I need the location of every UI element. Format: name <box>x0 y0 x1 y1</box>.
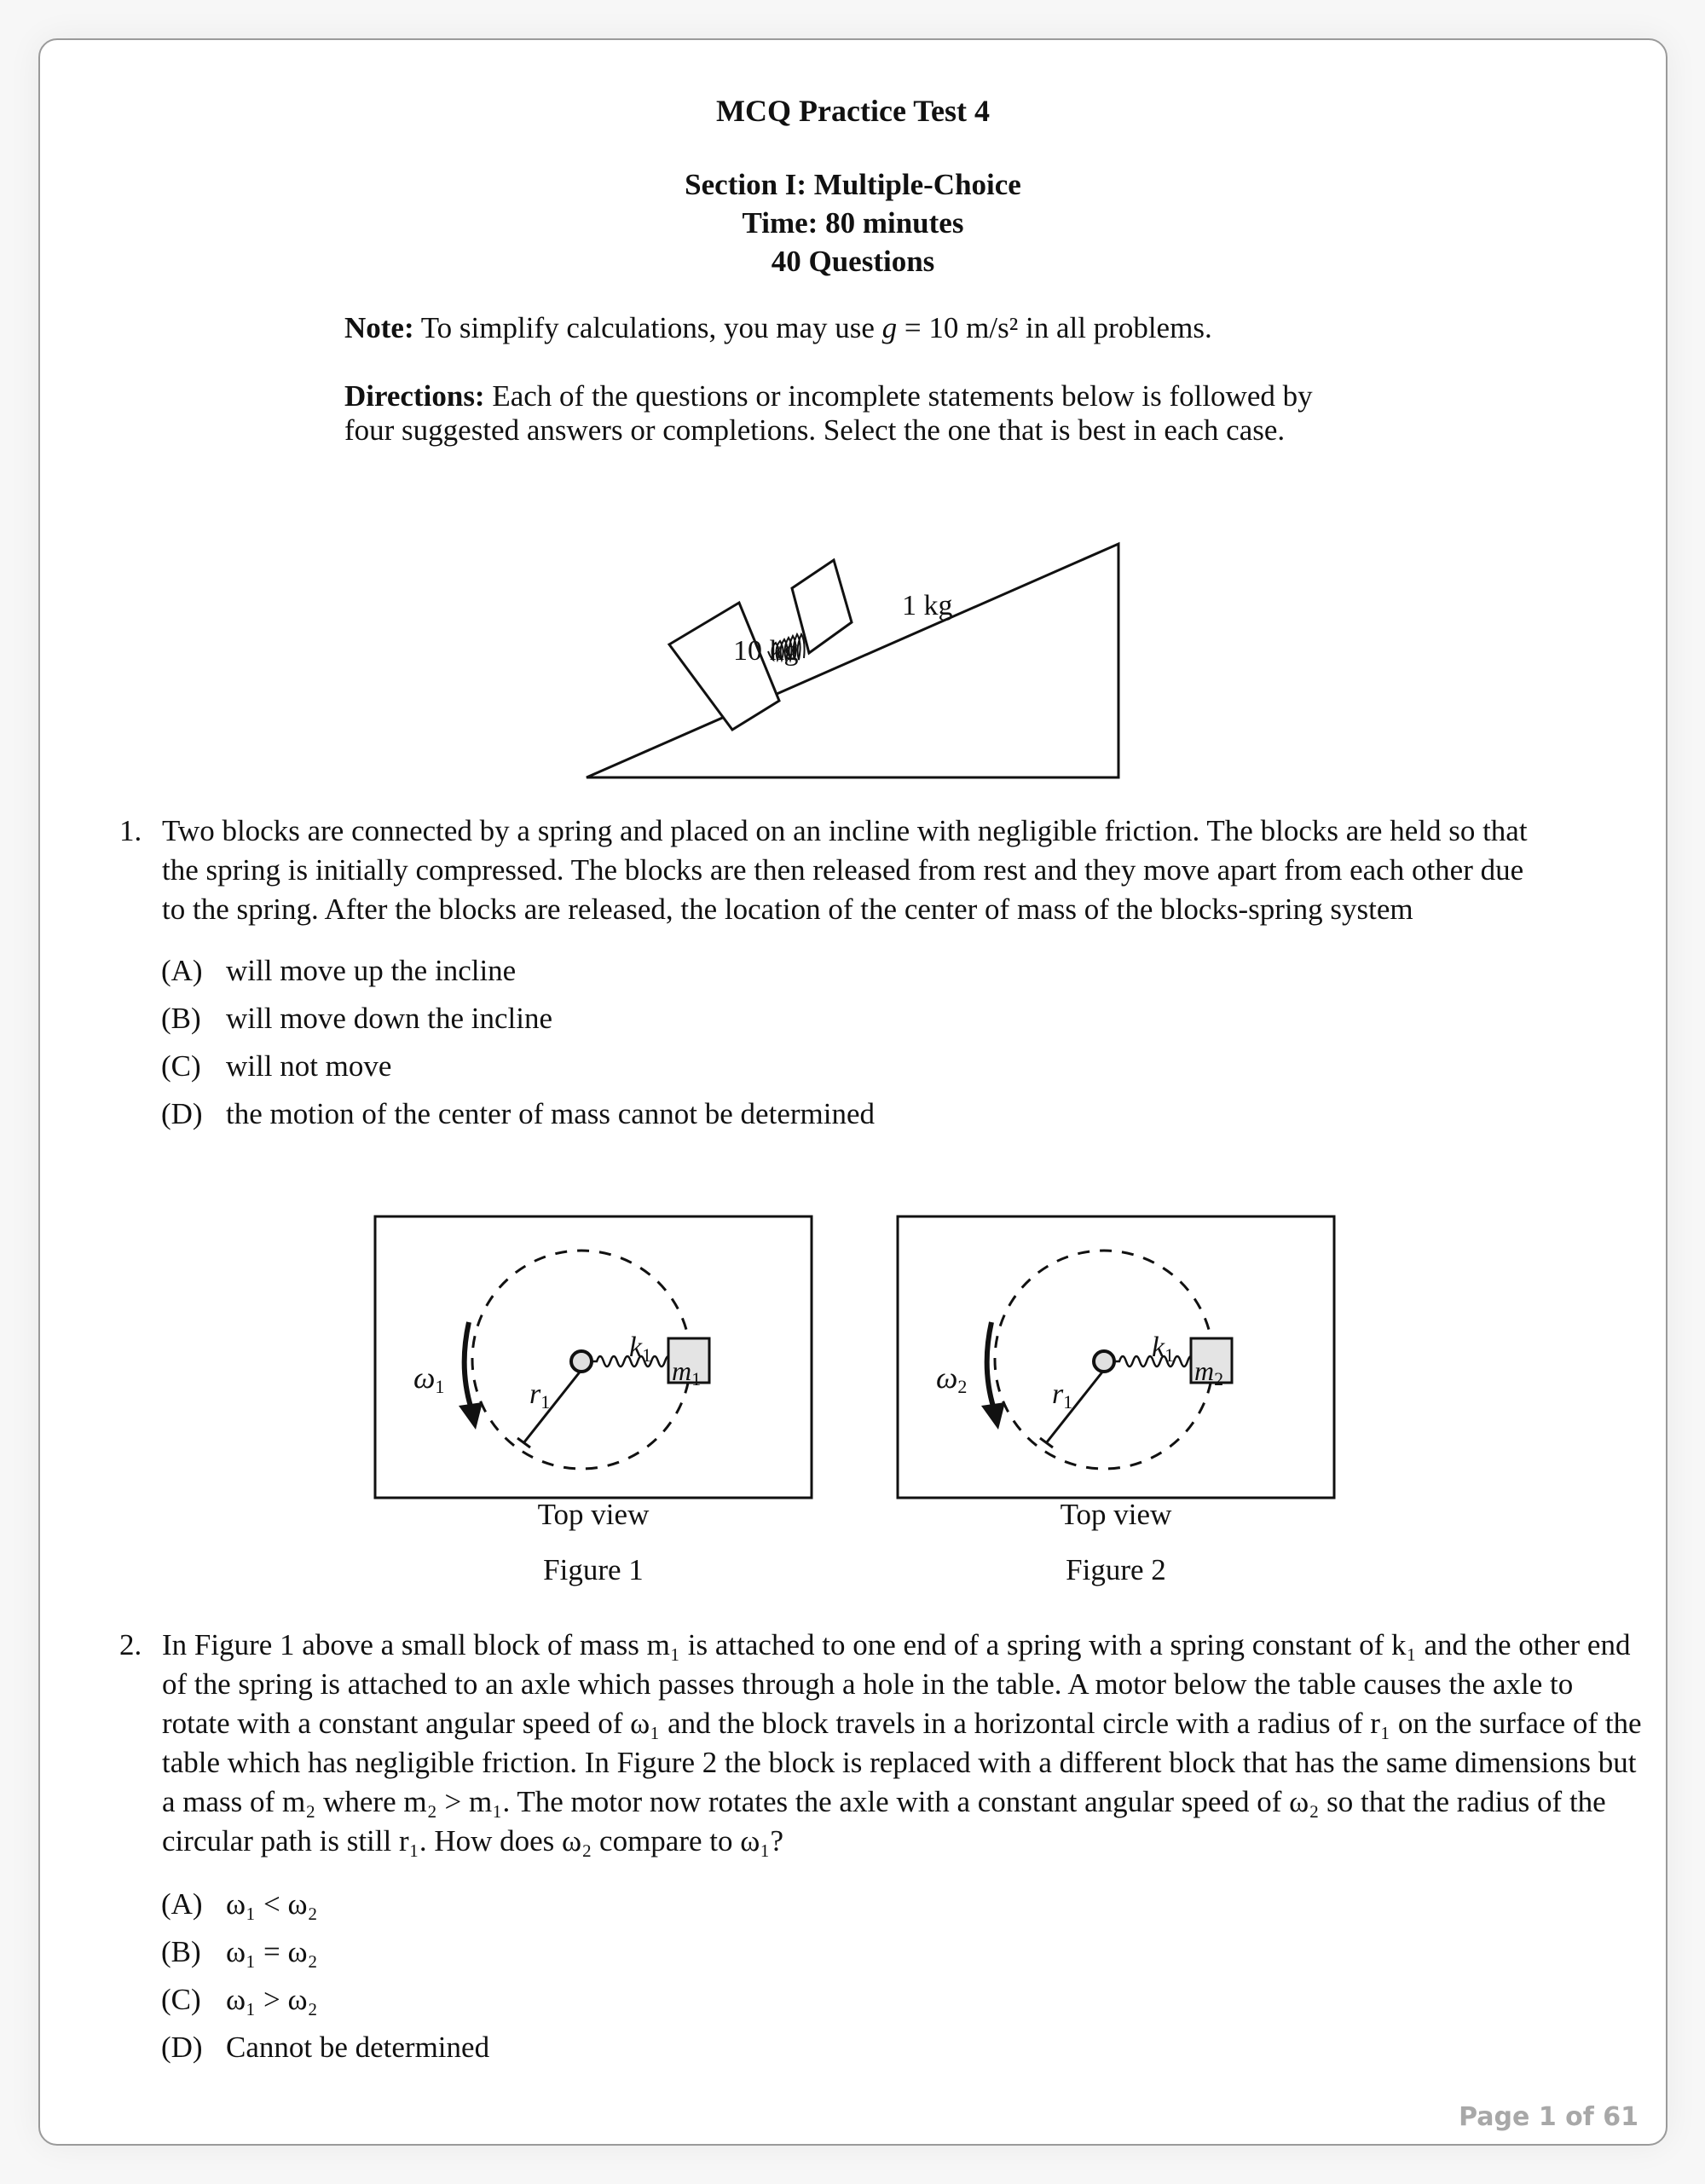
question-1 <box>119 812 1637 931</box>
figure-1-k-label: $k_1$ <box>629 1332 652 1366</box>
note <box>344 311 1212 345</box>
document-page <box>38 38 1667 2146</box>
option-text: will not move <box>226 1049 392 1083</box>
figure-2-view-label: Top view <box>1060 1498 1172 1531</box>
page-title: MCQ Practice Test 4 <box>716 94 990 128</box>
block-1kg-label: 1 kg <box>902 590 953 621</box>
note-label: Note: <box>344 311 414 344</box>
option-letter: (B) <box>161 1002 201 1035</box>
question-2 <box>119 1626 1645 1864</box>
question-text-line: the spring is initially compressed. The blocks are then released from rest and they move apart from each other due <box>162 853 1524 887</box>
option-text: ω₁ = ω₂ <box>226 1935 318 1968</box>
question-text-line: Two blocks are connected by a spring and placed on an incline with negligible friction. The blocks are held so that <box>162 814 1528 847</box>
time-limit: Time: 80 minutes <box>742 206 964 240</box>
option-letter: (A) <box>161 954 203 987</box>
note-text-b: = 10 m/s² in all problems. <box>897 311 1212 344</box>
figure-1-diagram <box>373 1215 813 1499</box>
figure-2-omega-label: $\omega_2$ <box>936 1361 968 1397</box>
figure-1-mass-label: $m_1$ <box>672 1355 702 1390</box>
figure-1-view-label: Top view <box>537 1498 650 1531</box>
question-number: 1. <box>119 814 142 847</box>
question-number: 2. <box>119 1628 142 1661</box>
figure-2-r-label: $r_1$ <box>1052 1378 1073 1413</box>
option-letter: (B) <box>161 1935 201 1968</box>
note-text-a: To simplify calculations, you may use <box>413 311 882 344</box>
figure-2-mass-label: $m_2$ <box>1194 1355 1224 1390</box>
option-text: will move down the incline <box>226 1002 552 1035</box>
block-10kg-label: 10 kg <box>733 635 799 667</box>
option-letter: (A) <box>161 1887 203 1921</box>
option-text: ω₁ > ω₂ <box>226 1983 318 2016</box>
question-text-line: to the spring. After the blocks are released, the location of the center of mass of the blocks-spring system <box>162 893 1413 926</box>
directions-line-2: four suggested answers or completions. Select the one that is best in each case. <box>344 413 1286 447</box>
option-text: Cannot be determined <box>226 2031 490 2064</box>
question-text: In Figure 1 above a small block of mass m₁ is attached to one end of a spring with a spring constant of k₁ and the other end of the spring is attached to an axle which passes through a hole in the table. A motor below the table causes the axle to rotate with a constant angular speed of ω₁ and the block travels in a horizontal circle with a radius of r₁ on the surface of the table which has negligible friction. In Figure 2 the block is replaced with a different block that has the same dimensions but a mass of m₂ where m₂ > m₁. The motor now rotates the axle with a constant angular speed of ω₂ so that the radius of the circular path is still r₁. How does ω₂ compare to ω₁? <box>162 1628 1642 1858</box>
figure-1-caption: Figure 1 <box>543 1553 644 1586</box>
figure-1-omega-label: $\omega_1$ <box>413 1361 445 1397</box>
figure-2-caption: Figure 2 <box>1066 1553 1166 1586</box>
option-letter: (D) <box>161 2031 203 2064</box>
page-indicator: Page 1 of 61 <box>1459 2102 1639 2132</box>
figure-2-k-label: $k_1$ <box>1152 1332 1175 1366</box>
figure-2-diagram <box>896 1215 1336 1499</box>
option-letter: (D) <box>161 1097 203 1130</box>
option-letter: (C) <box>161 1049 201 1083</box>
directions <box>344 379 1313 448</box>
option-text: will move up the incline <box>226 954 517 987</box>
option-text: ω₁ < ω₂ <box>226 1887 318 1921</box>
directions-line-1: Each of the questions or incomplete statements below is followed by <box>484 379 1313 413</box>
note-g: g <box>881 311 898 344</box>
incline-diagram <box>552 530 1199 794</box>
option-letter: (C) <box>161 1983 201 2016</box>
block-1kg <box>792 560 852 653</box>
question-count: 40 Questions <box>771 245 935 278</box>
option-text: the motion of the center of mass cannot be determined <box>226 1097 875 1130</box>
section-title: Section I: Multiple-Choice <box>685 168 1021 201</box>
figure-1-r-label: $r_1$ <box>529 1378 551 1413</box>
directions-label: Directions: <box>344 379 485 413</box>
